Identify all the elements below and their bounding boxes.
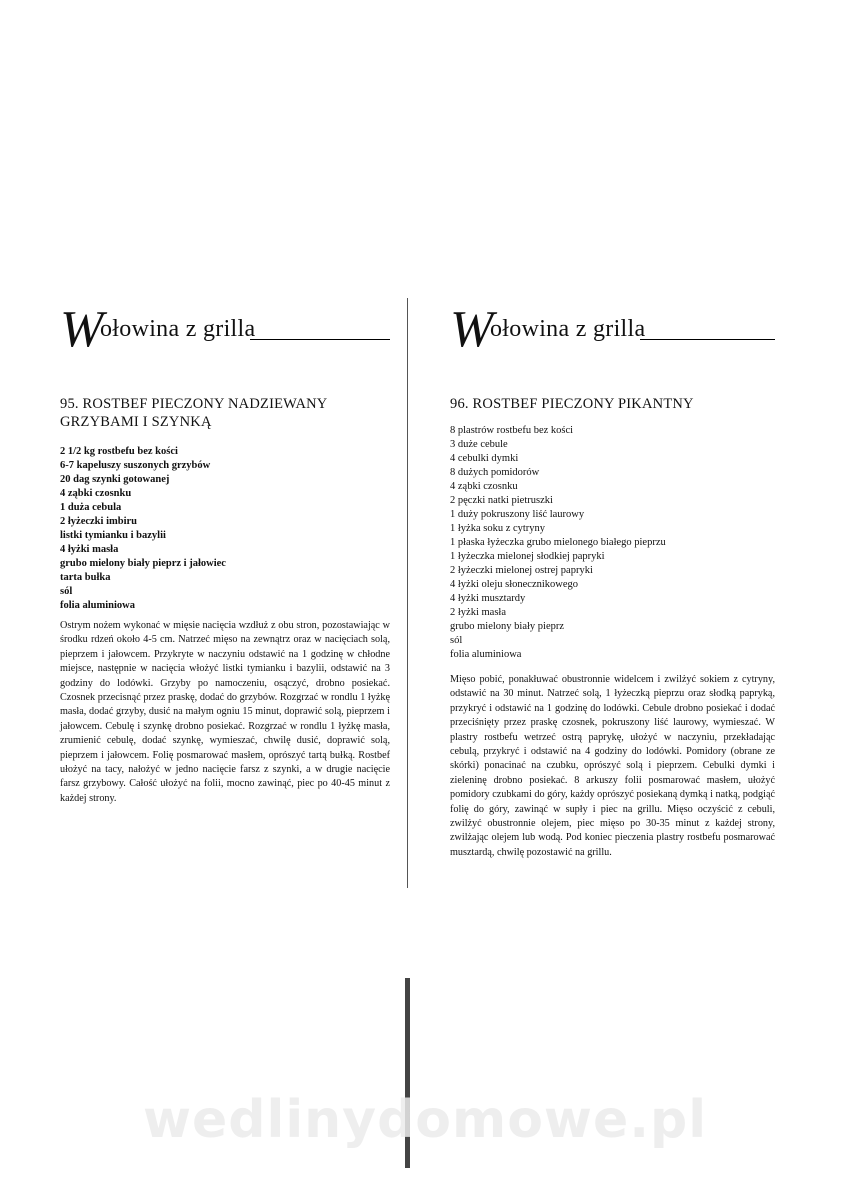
ingredient-item: 4 ząbki czosnku [450, 481, 518, 492]
ingredient-item: 1 duża cebula [60, 502, 122, 513]
ingredient-item: tarta bułka [60, 572, 111, 583]
ingredient-item: 8 dużych pomidorów [450, 467, 540, 478]
ingredient-item: grubo mielony biały pieprz [450, 621, 565, 632]
left-recipe-title: 95. ROSTBEF PIECZONY NADZIEWANY GRZYBAMI I SZYNKĄ [60, 396, 327, 430]
ingredient-item: 4 ząbki czosnku [60, 488, 132, 499]
right-header-rule [640, 339, 775, 340]
site-watermark: wedlinydomowe.pl [142, 1090, 708, 1150]
ingredient-item: folia aluminiowa [60, 600, 135, 611]
ingredient-item: listki tymianku i bazylii [60, 530, 166, 541]
ingredient-item: 4 cebulki dymki [450, 453, 519, 464]
ingredient-item: 6-7 kapeluszy suszonych grzybów [60, 460, 211, 471]
right-header-initial: W [450, 301, 494, 358]
right-ingredient-list [450, 424, 775, 662]
left-header-initial: W [60, 301, 104, 358]
ingredient-item: 4 łyżki musztardy [450, 593, 526, 604]
ingredient-item: folia aluminiowa [450, 649, 522, 660]
ingredient-item: 4 łyżki masła [60, 544, 119, 555]
left-header-title: ołowina z grilla [100, 316, 256, 342]
right-method-text: Mięso pobić, ponakłuwać obustronnie widelcem i zwilżyć sokiem z cytryny, odstawić na 30 minut. Natrzeć solą, 1 łyżeczką pieprzu oraz słodką papryką, przykryć i odstawić na 1 godzinę do lodówki. Cebule drobno posiekać i dodać przeciśnięty przez praskę czosnek, pokruszony liść laurowy, wymieszać. W plastry rostbefu wetrzeć ostrą paprykę, ułożyć w naczyniu, przekładając cebulą, przykryć i odstawić na 4 godziny do lodówki. Pomidory (obrane ze skórki) ponacinać na czubku, oprószyć solą i pieprzem. Cebulki dymki i zieleninę drobno posiekać. 8 arkuszy folii posmarować masłem, ułożyć pomidory czubkami do góry, każdy oprószyć posiekaną dymką i natką, podgiąć folię do góry, zawinąć w supły i piec na grillu. Mięso oczyścić z cebuli, zwilżyć obustronnie olejem, piec mięso po 30-35 minut z każdej strony, zwilżając olejem lub wodą. Pod koniec pieczenia plastry rostbefu posmarować musztardą, chwilę pozostawić na grillu. [450, 674, 775, 858]
left-section-header [60, 300, 390, 360]
ingredient-item: 1 łyżka soku z cytryny [450, 523, 546, 534]
left-header-rule [250, 339, 390, 340]
ingredient-item: 4 łyżki oleju słonecznikowego [450, 579, 579, 590]
ingredient-item: sól [60, 586, 73, 597]
ingredient-item: 2 łyżki masła [450, 607, 506, 618]
ingredient-item: sól [450, 635, 463, 646]
book-gutter [405, 298, 410, 888]
left-method-text: Ostrym nożem wykonać w mięsie nacięcia wzdłuż z obu stron, pozostawiając w środku rdzeń około 4-5 cm. Natrzeć mięso na zewnątrz oraz w nacięciach solą, pieprzem i jałowcem. Przykryte w naczyniu odstawić na 1 godzinę w chłodne miejsce, następnie w nacięcia włożyć listki tymianku i bazylii, odstawić na 3 godziny do lodówki. Grzyby po namoczeniu, osączyć, drobno posiekać. Czosnek przecisnąć przez praskę, dodać do grzybów. Rozgrzać w rondlu 1 łyżkę masła, dodać grzyby, dusić na małym ogniu 15 minut, doprawić solą, pieprzem i jałowcem. Cebulę i szynkę drobno posiekać. Rozgrzać w rondlu 1 łyżkę masła, zrumienić cebulę, dodać szynkę, wymieszać, chwilę dusić, doprawić solą, pieprzem i jałowcem. Folię posmarować masłem, oprószyć tartą bułką. Rostbef ułożyć na tacy, nałożyć w jedno nacięcie farsz z szynki, a w drugie nacięcie farsz grzybowy. Całość ułożyć na folii, mocno zawinąć, piec po 40-45 minut z każdej strony. [60, 620, 390, 804]
ingredient-item: 1 płaska łyżeczka grubo mielonego białego pieprzu [450, 537, 666, 548]
gutter-line [407, 298, 408, 888]
ingredient-item: grubo mielony biały pieprz i jałowiec [60, 558, 226, 569]
ingredient-item: 2 pęczki natki pietruszki [450, 495, 553, 506]
ingredient-item: 3 duże cebule [450, 439, 508, 450]
right-section-header [450, 300, 775, 360]
left-ingredient-list [60, 445, 390, 613]
right-recipe-title: 96. ROSTBEF PIECZONY PIKANTNY [450, 396, 694, 412]
ingredient-item: 2 łyżeczki mielonej ostrej papryki [450, 565, 593, 576]
right-header-title: ołowina z grilla [490, 316, 646, 342]
ingredient-item: 2 1/2 kg rostbefu bez kości [60, 446, 178, 457]
ingredient-item: 8 plastrów rostbefu bez kości [450, 425, 574, 436]
ingredient-item: 20 dag szynki gotowanej [60, 474, 170, 485]
ingredient-item: 1 łyżeczka mielonej słodkiej papryki [450, 551, 605, 562]
ingredient-item: 2 łyżeczki imbiru [60, 516, 137, 527]
ingredient-item: 1 duży pokruszony liść laurowy [450, 509, 585, 520]
